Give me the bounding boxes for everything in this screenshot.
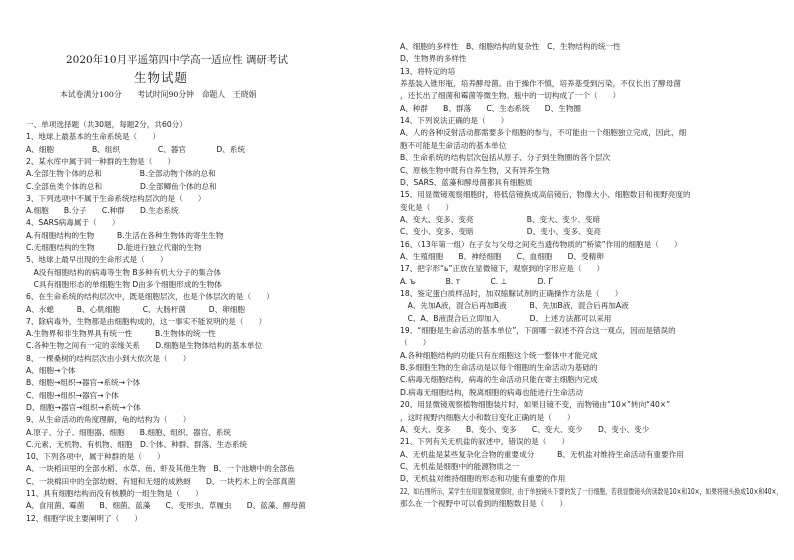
exam-subtitle: 生物试题 — [134, 70, 189, 85]
question-line: A.生物界和非生物界具有统一性 B.生物体的统一性 — [26, 329, 216, 339]
question-line: A、细胞的多样性 B、细胞结构的复杂性 C、生物结构的统一性 — [400, 42, 621, 51]
question-line: 2、某水库中属于同一种群的生物是（ ） — [26, 156, 176, 166]
question-line: A、细胞 B、组织 C、器官 D、系统 — [26, 144, 245, 154]
question-line: 19、“细胞是生命活动的基本单位”，下面哪一叙述不符合这一观点，因而是错误的 — [400, 326, 676, 336]
question-line: 7、除病毒外，生物都是由细胞构成的，这一事实不能说明的是（ ） — [26, 316, 267, 326]
question-line: C.无细胞结构的生物 D.能进行独立代谢的生物 — [26, 243, 202, 252]
question-line: A、人的各种反射活动都需要多个细胞的参与，不可能由一个细胞独立完成，因此，细 — [400, 128, 687, 138]
question-line: 9、从生命活动的角度理解，龟的结构为（ ） — [26, 415, 191, 425]
question-line: C.病毒无细胞结构，病毒的生命活动只能在寄主细胞内完成 — [400, 375, 598, 385]
question-line: D、生物界的多样性 — [400, 54, 467, 64]
exam-title: 2020年10月平遥第四中学高一适应性 调研考试 — [66, 54, 288, 66]
question-line: A、变大、变多、变亮 B、变大、变少、变暗 — [400, 214, 601, 224]
question-line: 6、在生命系统的结构层次中，既是细胞层次，也是个体层次的是（ ） — [26, 292, 274, 302]
question-line: 17、把字形“ь”正放在显微镜下，观察到的字形应是（ ） — [400, 264, 605, 274]
question-line: D、细胞→器官→组织→系统→个体 — [26, 402, 141, 412]
question-line: A、先加A液，混合后再加B液 B、先加B液，混合后再加A液 — [400, 301, 629, 311]
question-line: 18、鉴定蛋白质样品时，加双缩脲试剂的正确操作方法是（ ） — [400, 289, 623, 298]
question-line: B、生命系统的结构层次包括从原子、分子到生物圈的各个层次 — [400, 153, 611, 163]
question-line: C、原核生物中既有自养生物，又有异养生物 — [400, 165, 550, 175]
question-line: C、一块棉田中的全部幼蚜、有翅和无翅的成熟蚜 D、一块朽木上的全部真菌 — [26, 476, 296, 486]
question-line: 4、SARS病毒属于（ ） — [26, 218, 120, 228]
question-line: 16、（13年第一组）在子女与父母之间充当遗传物质的“桥梁”作用的细胞是（ ） — [400, 239, 682, 249]
question-line: A.细胞 B.分子 C.种群 D.生态系统 — [26, 206, 179, 216]
question-line: B、细胞→组织→器官→系统→个体 — [26, 378, 141, 388]
question-line: C、细胞→组织→器官→个体 — [26, 390, 119, 400]
question-line: A、变大、变多 B、变小、变多 C、变大、变少 D、变小、变少 — [400, 424, 650, 434]
question-line: C.元素、无机物、有机物、细胞 D.个体、种群、群落、生态系统 — [26, 439, 248, 449]
question-line: D、无机盐对维持细胞的形态和功能有重要的作用 — [400, 474, 566, 484]
question-line: 22、如右图所示，某学生在用显微镜观察时，由于单独镜头下要的发了一行细胞，若我显微镜头的读数是10×和10×，如果将镜头换成10×和40×， — [400, 486, 783, 496]
question-line: C、A、B液混合后立即加入 D、上述方法都可以采用 — [400, 313, 612, 323]
question-line: A、水螅 B、心肌细胞 C、大肠杆菌 D、卵细胞 — [26, 304, 245, 314]
question-line: 11、具有细胞结构而没有核膜的一组生物是（ ） — [26, 489, 203, 498]
question-line: 一、单项选择题（共30题，每题2分，共60分） — [26, 120, 187, 129]
question-line: 15、用显微镜观察细胞时，将低倍镜换成高倍镜后，物像大小、细胞数目和视野亮度的 — [400, 190, 691, 200]
question-line: ，这时视野内细胞大小和数目变化正确的是（ ） — [400, 412, 575, 422]
exam-info: 本试卷满分100分 考试时间90分钟 命题人 王晓娟 — [60, 90, 257, 99]
question-line: ，还长出了细菌和霉菌等微生物。瓶中的一切构成了一个（ ） — [400, 91, 621, 101]
question-line: 13、将特定的培 — [400, 66, 456, 76]
question-line: A、无机盐是某些复杂化合物的重要成分 B、无机盐对维持生命活动有重要作用 — [400, 449, 684, 459]
question-line: （ ） — [400, 338, 431, 348]
question-line: 14、下列说法正确的是（ ） — [400, 116, 509, 126]
question-line: 1、地球上最基本的生命系统是（ ） — [26, 132, 160, 142]
question-line: 8、一棵桑树的结构层次由小到大依次是（ ） — [26, 353, 191, 363]
question-line: A、种群 B、群落 C、生态系统 D、生物圈 — [400, 103, 582, 113]
question-line: A.原子、分子、细胞器、细胞 B.细胞、组织、器官、系统 — [26, 427, 231, 437]
question-line: D、SARS、蓝藻和酵母菌都具有细胞质 — [400, 177, 533, 187]
question-line: 那么在一个视野中可以看到的细胞数目是（ ） — [400, 498, 568, 508]
question-line: A.有细胞结构的生物 B.生活在各种生物体的寄生生物 — [26, 230, 224, 240]
question-line: 12、细胞学说主要阐明了（ ） — [26, 513, 142, 523]
question-line: 3、下列选项中不属于生命系统结构层次的是（ ） — [26, 193, 206, 203]
question-line: A、一块稻田里的全部水稻、水草、鱼、虾及其他生物 B、一个池塘中的全部鱼 — [26, 464, 295, 474]
question-line: A、食用菌、霉菌 B、细菌、蓝藻 C、变形虫、草履虫 D、蓝藻、酵母菌 — [26, 501, 306, 511]
question-line: C、变小、变多、变暗 D、变小、变多、变亮 — [400, 227, 601, 237]
question-line: 变化是（ ） — [400, 202, 454, 212]
question-line: 养基装入锥形瓶，培养酵母菌。由于操作不慎，培养基受到污染，不仅长出了酵母菌 — [400, 79, 681, 89]
question-line: 21、下列有关无机盐的叙述中，错误的是（ ） — [400, 437, 570, 447]
question-line: 胞不可能是生命活动的基本单位 — [400, 140, 507, 150]
question-line: A.各种细胞结构的功能只有在细胞这个统一整体中才能完成 — [400, 350, 598, 360]
question-line: 5、地球上最早出现的生命形式是（ ） — [26, 255, 168, 265]
question-line: C具有细胞形态的单细胞生物 D由多个细胞形成的生物体 — [26, 279, 222, 289]
question-line: 20、用显微镜观察植物细胞装片时，如果目镜不变，而物镜由“10×”转向“40×” — [400, 400, 671, 410]
question-line: A、细胞→个体 — [26, 366, 76, 375]
question-line: B.多细胞生物的生命活动是以每个细胞的生命活动为基础的 — [400, 363, 598, 373]
question-line: C.全部鱼类个体的总和 D.全部鲫鱼个体的总和 — [26, 181, 217, 191]
question-line: A、生殖细胞 B、神经细胞 C、血细胞 D、受精卵 — [400, 251, 604, 261]
question-line: A.全部生物个体的总和 B.全部动物个体的总和 — [26, 169, 216, 179]
question-line: C、无机盐是细胞中的能源物质之一 — [400, 461, 520, 471]
question-line: D.病毒无细胞结构，脱离细胞的病毒也能进行生命活动 — [400, 387, 583, 397]
question-line: C.各种生物之间有一定的亲缘关系 D.细胞是生物体结构的基本单位 — [26, 341, 263, 351]
question-line: A没有细胞结构的病毒等生物 B多种有机大分子的集合体 — [26, 267, 222, 277]
question-line: A. ъ B. т C. ⊥ D. Ґ — [400, 276, 553, 286]
question-line: 10、下列各项中，属于种群的是（ ） — [26, 452, 165, 462]
